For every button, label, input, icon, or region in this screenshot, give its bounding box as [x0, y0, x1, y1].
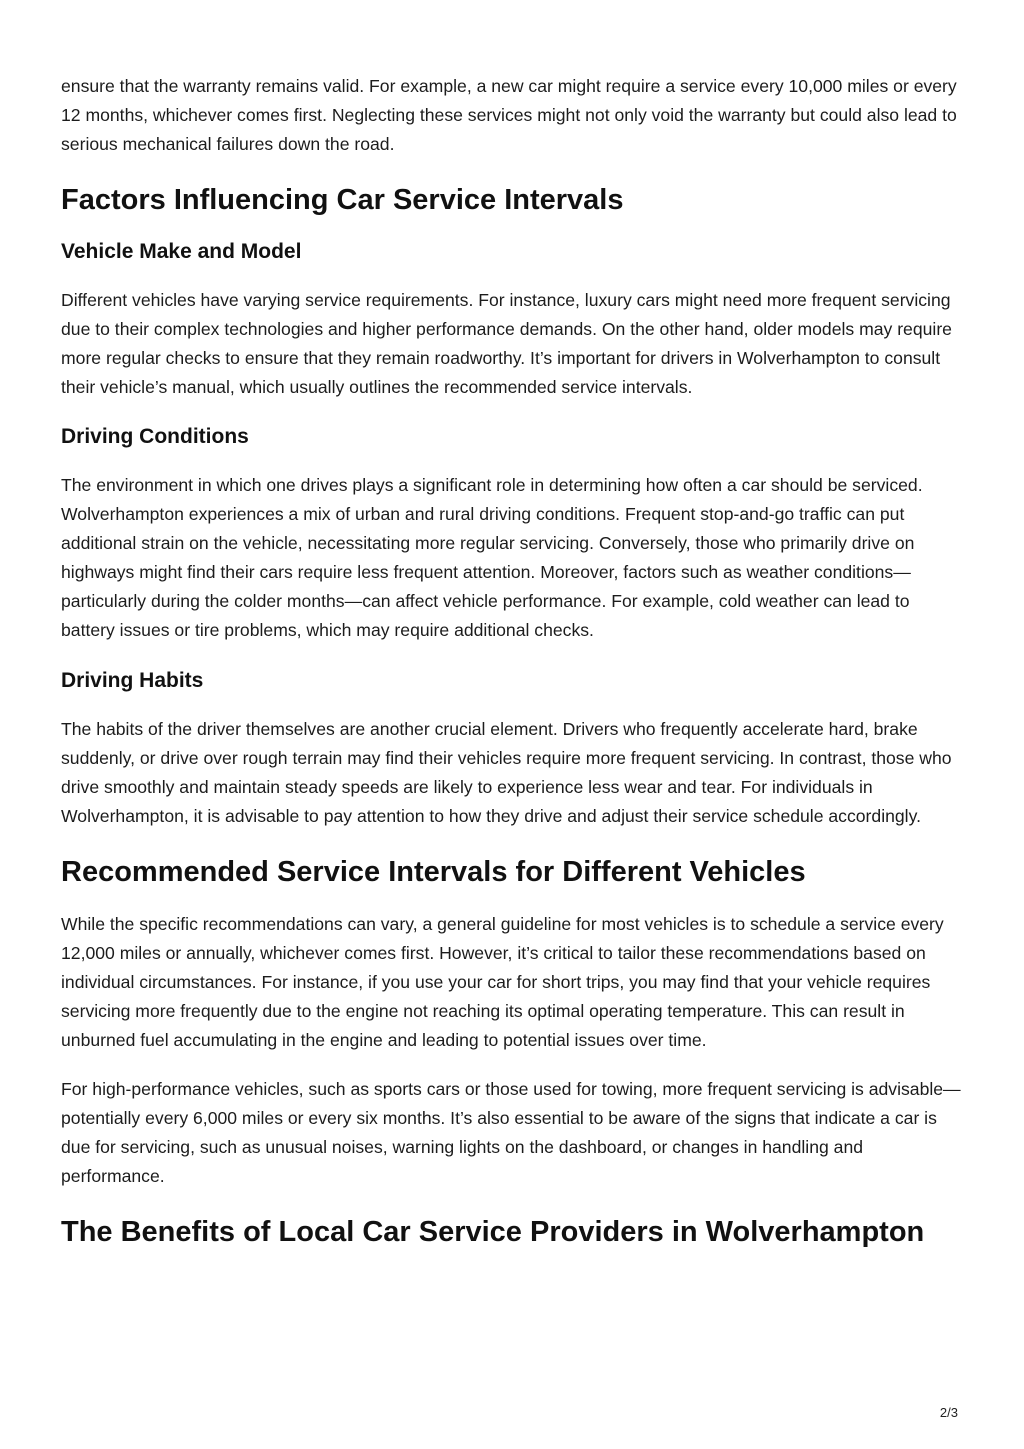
paragraph-recommended-2: For high-performance vehicles, such as sports cars or those used for towing, more frequent servicing is advisable—potentially every 6,000 miles or every six months. It’s also essential to be aware of the signs that indicate a car is due for servicing, such as unusual noises, warning lights on the dashboard, or changes in handling and performance. [61, 1079, 961, 1186]
paragraph-recommended-1: While the specific recommendations can vary, a general guideline for most vehicles is to schedule a service every 12,000 miles or annually, whichever comes first. However, it’s critical to tailor these recommendations based on individual circumstances. For instance, if you use your car for short trips, you may find that your vehicle requires servicing more frequently due to the engine not reaching its optimal operating temperature. This can result in unburned fuel accumulating in the engine and leading to potential issues over time. [61, 914, 944, 1050]
heading-local-benefits: The Benefits of Local Car Service Providers in Wolverhampton [61, 1216, 925, 1248]
heading-recommended-intervals: Recommended Service Intervals for Different Vehicles [61, 856, 806, 888]
page-number: 2/3 [939, 1405, 958, 1420]
subheading-vehicle-make-model: Vehicle Make and Model [61, 240, 302, 263]
paragraph-vehicle-make-model: Different vehicles have varying service requirements. For instance, luxury cars might need more frequent servicing due to their complex technologies and higher performance demands. On the other hand, older models may require more regular checks to ensure that they remain roadworthy. It’s important for drivers in Wolverhampton to consult their vehicle’s manual, which usually outlines the recommended service intervals. [61, 290, 952, 397]
paragraph-driving-conditions: The environment in which one drives plays a significant role in determining how often a car should be serviced. Wolverhampton experiences a mix of urban and rural driving conditions. Frequent stop-and-go traffic can put additional strain on the vehicle, necessitating more regular servicing. Conversely, those who primarily drive on highways might find their cars require less frequent attention. Moreover, factors such as weather conditions—particularly during the colder months—can affect vehicle performance. For example, cold weather can lead to battery issues or tire problems, which may require additional checks. [61, 475, 923, 640]
document-page [61, 72, 966, 1250]
subheading-driving-habits: Driving Habits [61, 669, 204, 692]
intro-paragraph: ensure that the warranty remains valid. For example, a new car might require a service every 10,000 miles or every 12 months, whichever comes first. Neglecting these services might not only void the warranty but could also lead to serious mechanical failures down the road. [61, 76, 957, 154]
paragraph-driving-habits: The habits of the driver themselves are another crucial element. Drivers who frequently accelerate hard, brake suddenly, or drive over rough terrain may find their vehicles require more frequent servicing. In contrast, those who drive smoothly and maintain steady speeds are likely to experience less wear and tear. For individuals in Wolverhampton, it is advisable to pay attention to how they drive and adjust their service schedule accordingly. [61, 719, 952, 826]
heading-factors: Factors Influencing Car Service Intervals [61, 184, 624, 216]
subheading-driving-conditions: Driving Conditions [61, 425, 249, 448]
